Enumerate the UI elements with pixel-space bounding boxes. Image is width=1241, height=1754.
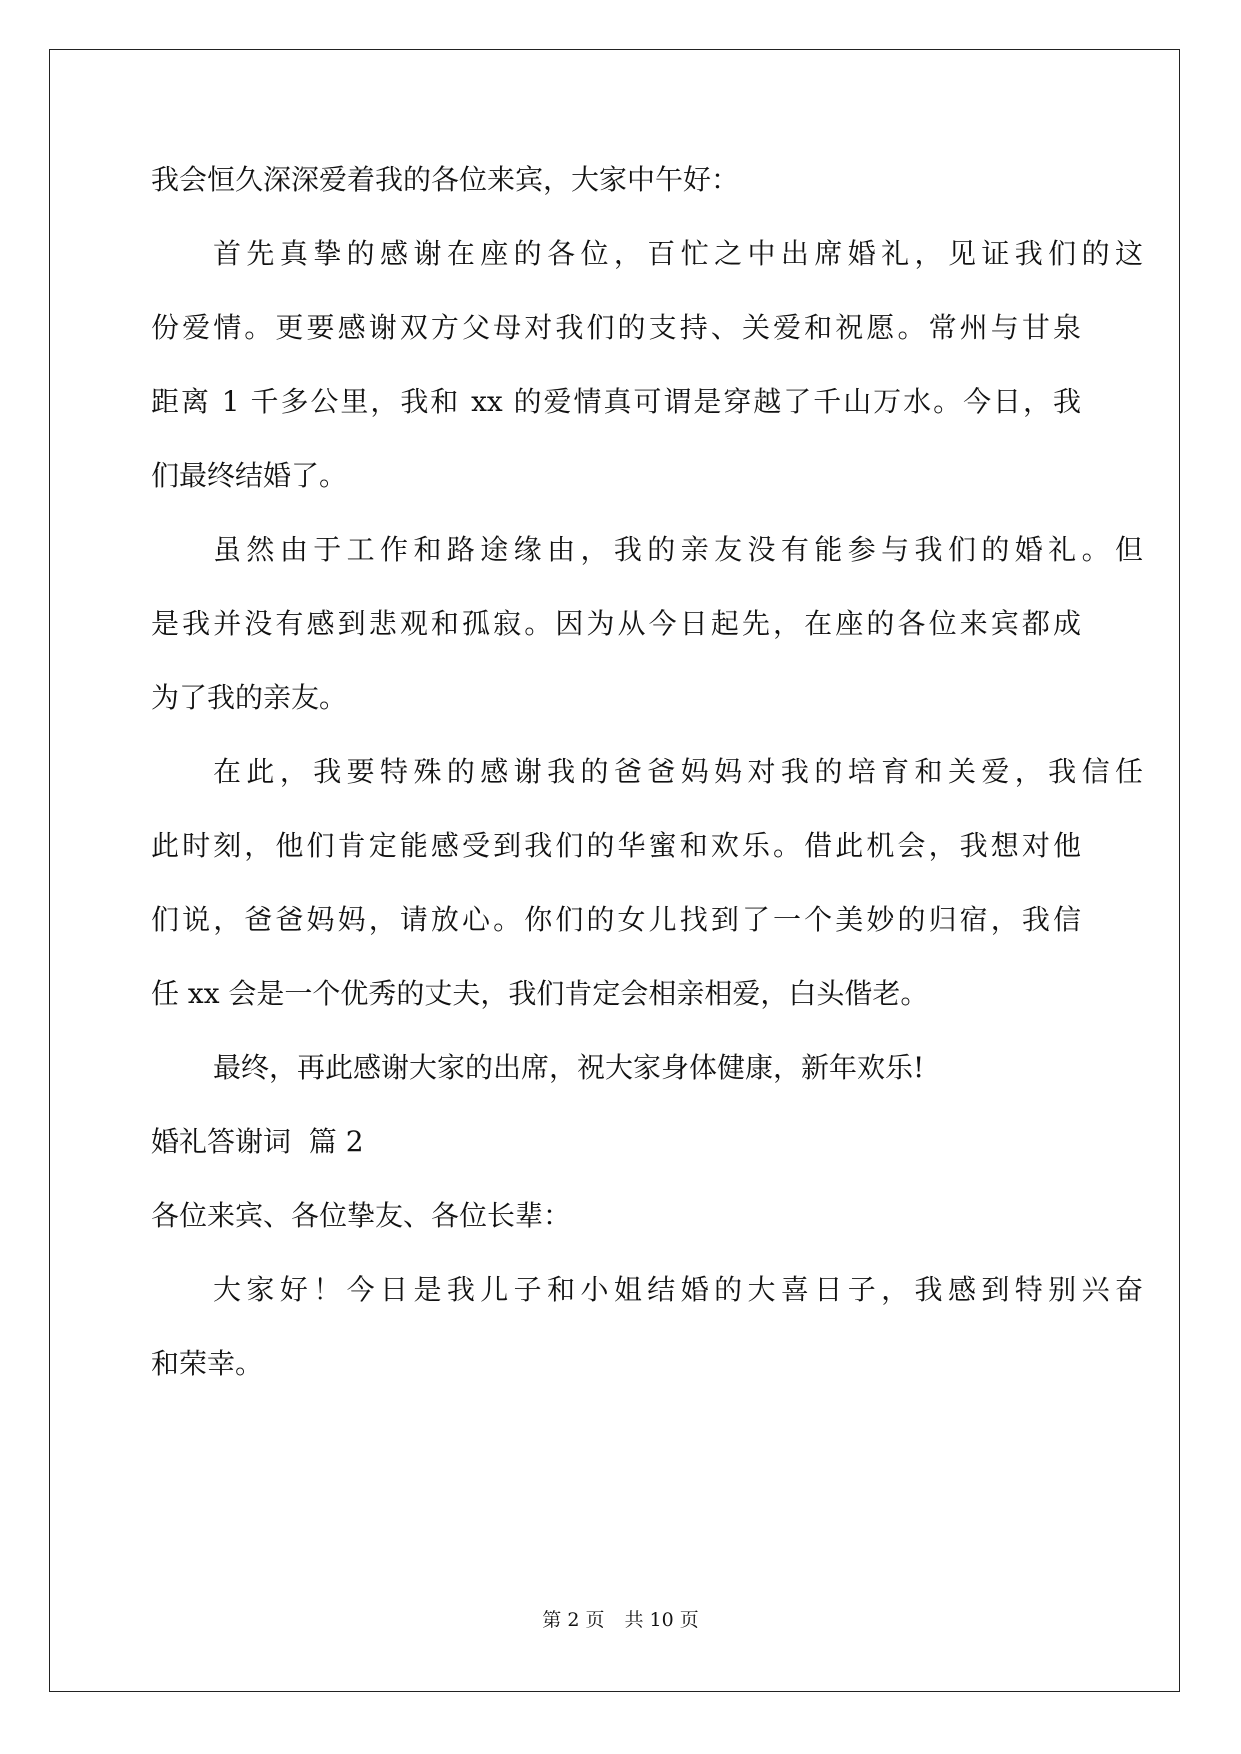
text-line: 们说，爸爸妈妈，请放心。你们的女儿找到了一个美妙的归宿，我信 — [151, 903, 1081, 936]
page-number: 第 2 页 — [542, 1609, 605, 1631]
text-line: 此时刻，他们肯定能感受到我们的华蜜和欢乐。借此机会，我想对他 — [151, 829, 1081, 862]
paragraph-thanks — [151, 234, 1143, 496]
section-heading — [151, 1122, 1081, 1162]
document-body — [151, 160, 1143, 1418]
text-line: 和荣幸。 — [151, 1347, 264, 1380]
text-line: 份爱情。更要感谢双方父母对我们的支持、关爱和祝愿。常州与甘泉 — [151, 311, 1081, 344]
text-line: 我会恒久深深爱着我的各位来宾，大家中午好： — [151, 163, 740, 196]
text-line: 距离 1 千多公里，我和 xx 的爱情真可谓是穿越了千山万水。今日，我 — [151, 385, 1081, 418]
text-line: 首先真挚的感谢在座的各位，百忙之中出席婚礼，见证我们的这 — [213, 237, 1143, 270]
page-total: 共 10 页 — [624, 1609, 699, 1631]
heading-text: 婚礼答谢词 篇 2 — [151, 1125, 364, 1158]
paragraph-greeting — [151, 160, 1081, 200]
text-line: 在此，我要特殊的感谢我的爸爸妈妈对我的培育和关爱，我信任 — [213, 755, 1143, 788]
paragraph-welcome — [151, 1270, 1143, 1384]
page-footer — [0, 1608, 1241, 1632]
text-line: 任 xx 会是一个优秀的丈夫，我们肯定会相亲相爱，白头偕老。 — [151, 977, 929, 1010]
text-line: 大家好！今日是我儿子和小姐结婚的大喜日子，我感到特别兴奋 — [213, 1273, 1143, 1306]
text-line: 是我并没有感到悲观和孤寂。因为从今日起先，在座的各位来宾都成 — [151, 607, 1081, 640]
text-line: 最终，再此感谢大家的出席，祝大家身体健康，新年欢乐! — [213, 1051, 925, 1084]
paragraph-closing — [151, 1048, 1081, 1088]
paragraph-relatives — [151, 530, 1143, 718]
text-line: 各位来宾、各位挚友、各位长辈： — [151, 1199, 572, 1232]
paragraph-parents — [151, 752, 1143, 1014]
paragraph-salutation — [151, 1196, 1081, 1236]
text-line: 虽然由于工作和路途缘由，我的亲友没有能参与我们的婚礼。但 — [213, 533, 1143, 566]
text-line: 为了我的亲友。 — [151, 681, 348, 714]
text-line: 们最终结婚了。 — [151, 459, 348, 492]
